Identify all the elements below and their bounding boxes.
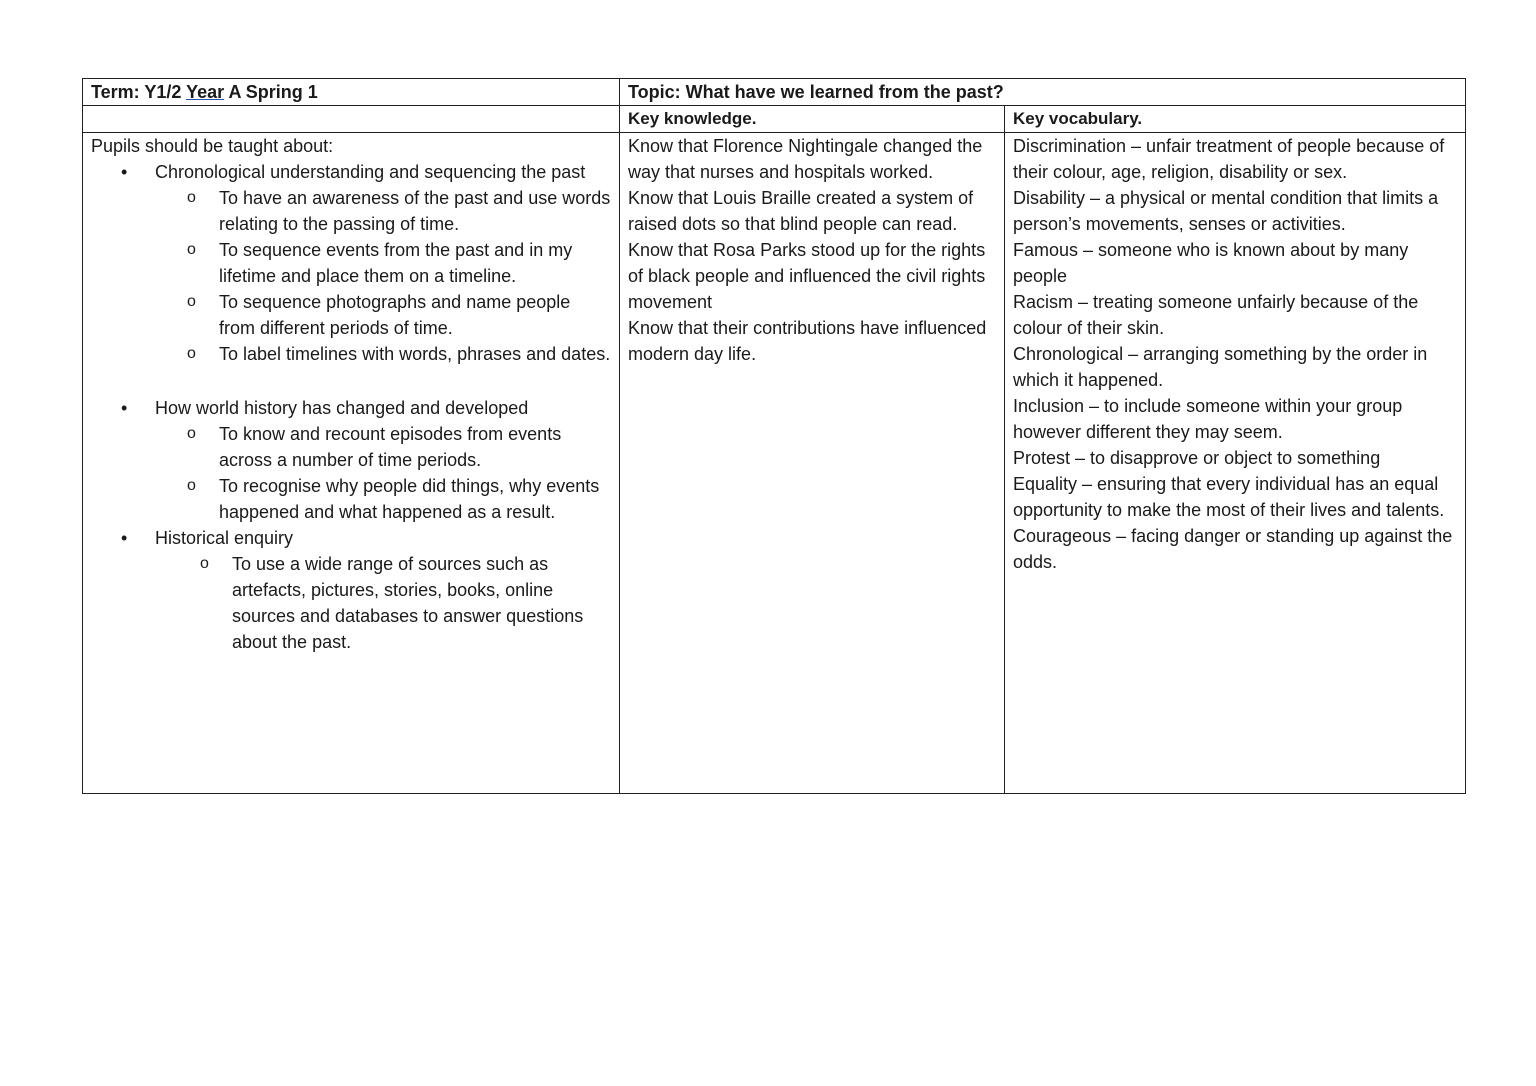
- objective-list: [155, 551, 611, 655]
- curriculum-section: [121, 159, 611, 367]
- circle-bullet-icon: o: [187, 425, 196, 442]
- vocabulary-item: Protest – to disapprove or object to something: [1013, 448, 1381, 468]
- objective-item: [187, 341, 611, 367]
- curriculum-cell: [83, 133, 620, 794]
- circle-bullet-icon: o: [187, 241, 196, 258]
- objective-list: [155, 421, 611, 525]
- objective-text: To label timelines with words, phrases and dates.: [219, 344, 611, 364]
- empty-subheader-cell: [83, 106, 620, 133]
- objective-text: To sequence events from the past and in my lifetime and place them on a timeline.: [219, 240, 573, 286]
- vocabulary-item: Courageous – facing danger or standing up against the odds.: [1013, 526, 1453, 572]
- section-title: Historical enquiry: [155, 528, 294, 548]
- vocabulary-heading: Key vocabulary.: [1005, 106, 1466, 133]
- knowledge-item: Know that Louis Braille created a system of raised dots so that blind people can read.: [628, 188, 974, 234]
- knowledge-cell: [620, 133, 1005, 794]
- objective-text: To know and recount episodes from events across a number of time periods.: [219, 424, 562, 470]
- term-cell: [83, 79, 620, 106]
- curriculum-section: [121, 395, 611, 525]
- circle-bullet-icon: o: [187, 345, 196, 362]
- vocabulary-cell: [1005, 133, 1466, 794]
- knowledge-heading: Key knowledge.: [620, 106, 1005, 133]
- curriculum-section-list: [91, 159, 611, 367]
- vocabulary-item: Famous – someone who is known about by many people: [1013, 240, 1409, 286]
- curriculum-section-list: [91, 395, 611, 655]
- section-title: How world history has changed and developed: [155, 398, 529, 418]
- objective-text: To recognise why people did things, why events happened and what happened as a result.: [219, 476, 600, 522]
- objective-item: [187, 289, 611, 341]
- objective-item: [187, 237, 611, 289]
- objective-item: [187, 185, 611, 237]
- term-year: Year: [186, 82, 225, 102]
- vocabulary-item: Disability – a physical or mental condition that limits a person’s movements, senses or activities.: [1013, 188, 1439, 234]
- bullet-icon: •: [121, 162, 128, 182]
- vocabulary-item: Chronological – arranging something by the order in which it happened.: [1013, 344, 1428, 390]
- vocabulary-item: Discrimination – unfair treatment of people because of their colour, age, religion, disability or sex.: [1013, 136, 1445, 182]
- circle-bullet-icon: o: [200, 555, 209, 572]
- vocabulary-item: Inclusion – to include someone within your group however different they may seem.: [1013, 396, 1403, 442]
- topic-cell: Topic: What have we learned from the past?: [620, 79, 1466, 106]
- circle-bullet-icon: o: [187, 293, 196, 310]
- bullet-icon: •: [121, 398, 128, 418]
- objective-item: [200, 551, 611, 655]
- curriculum-intro: Pupils should be taught about:: [91, 136, 334, 156]
- knowledge-item: Know that their contributions have influenced modern day life.: [628, 318, 987, 364]
- circle-bullet-icon: o: [187, 477, 196, 494]
- vocabulary-item: Equality – ensuring that every individual has an equal opportunity to make the most of their lives and talents.: [1013, 474, 1445, 520]
- term-suffix: A Spring 1: [224, 82, 318, 102]
- circle-bullet-icon: o: [187, 189, 196, 206]
- header-row: [83, 79, 1466, 106]
- objective-item: [187, 421, 611, 473]
- objective-text: To have an awareness of the past and use words relating to the passing of time.: [219, 188, 611, 234]
- section-title: Chronological understanding and sequencing the past: [155, 162, 586, 182]
- objective-text: To sequence photographs and name people from different periods of time.: [219, 292, 571, 338]
- subheader-row: [83, 106, 1466, 133]
- knowledge-item: Know that Florence Nightingale changed the way that nurses and hospitals worked.: [628, 136, 983, 182]
- content-row: [83, 133, 1466, 794]
- bullet-icon: •: [121, 528, 128, 548]
- objective-item: [187, 473, 611, 525]
- knowledge-item: Know that Rosa Parks stood up for the rights of black people and influenced the civil rights movement: [628, 240, 986, 312]
- objective-text: To use a wide range of sources such as artefacts, pictures, stories, books, online sources and databases to answer questions about the past.: [232, 554, 584, 652]
- curriculum-section: [121, 525, 611, 655]
- term-prefix: Term: Y1/2: [91, 82, 187, 102]
- vocabulary-item: Racism – treating someone unfairly because of the colour of their skin.: [1013, 292, 1419, 338]
- spacer: [91, 367, 611, 395]
- planning-table: [82, 78, 1466, 794]
- objective-list: [155, 185, 611, 367]
